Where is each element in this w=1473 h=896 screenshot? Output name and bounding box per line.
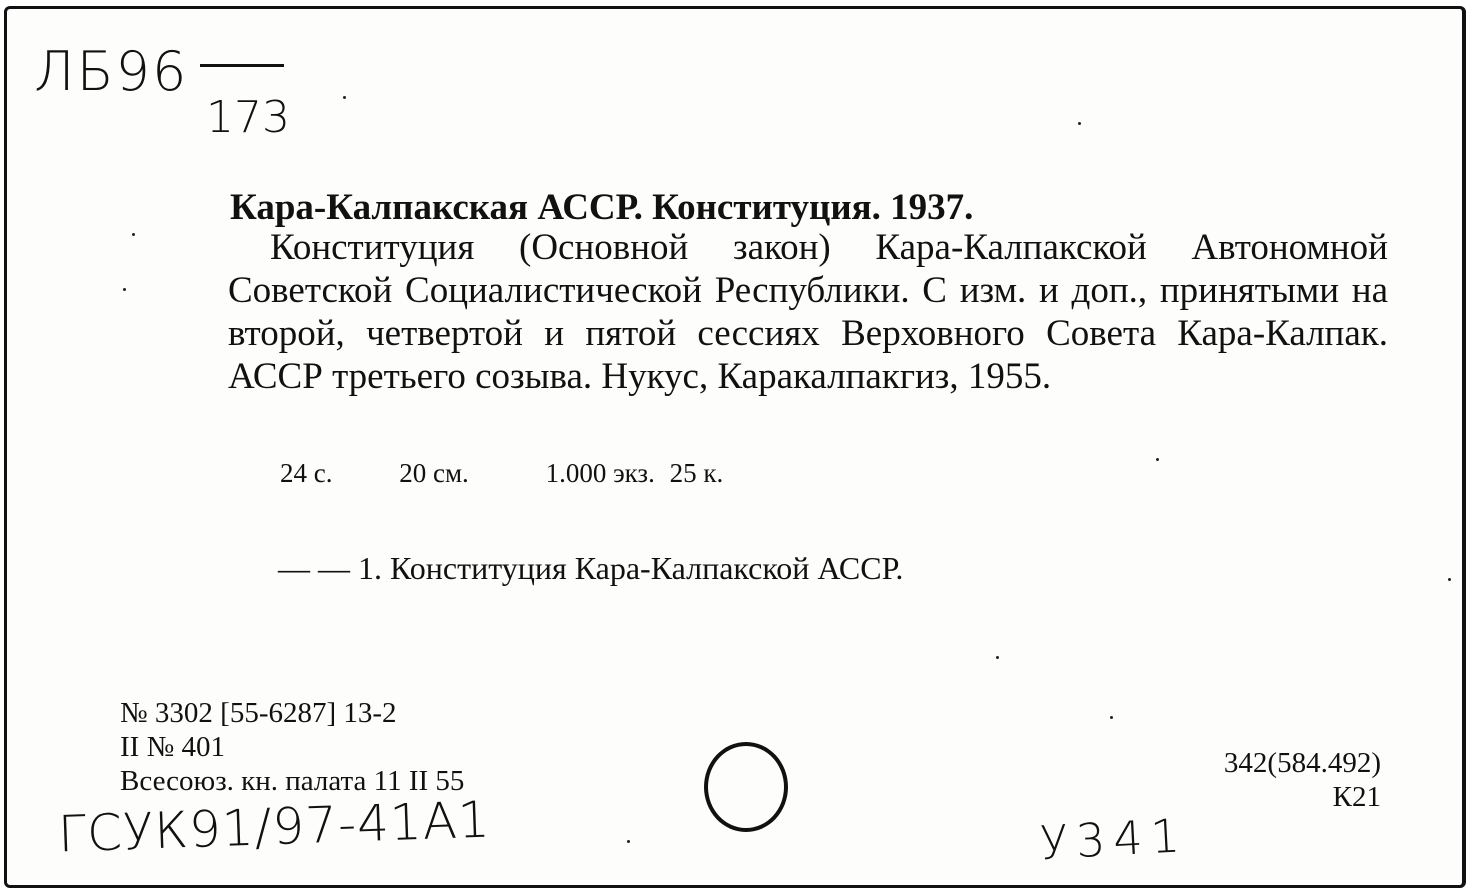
print-run: 1.000 экз. xyxy=(545,458,655,488)
book-size: 20 см. xyxy=(399,458,469,488)
scan-speck xyxy=(996,656,999,659)
classification-block xyxy=(1224,746,1381,814)
scan-speck xyxy=(1156,458,1159,461)
collation-line xyxy=(280,458,723,489)
price: 25 к. xyxy=(669,458,724,488)
page-count: 24 с. xyxy=(280,458,333,488)
scan-speck xyxy=(343,96,346,99)
scan-speck xyxy=(123,288,126,291)
scan-speck xyxy=(627,840,630,843)
registration-line-2: II № 401 xyxy=(120,731,225,763)
registration-line-3: Всесоюз. кн. палата 11 II 55 xyxy=(120,765,465,797)
handwritten-number: У341 xyxy=(1038,808,1190,870)
author-mark: К21 xyxy=(1332,781,1381,813)
registration-line-1: № 3302 [55-6287] 13-2 xyxy=(120,697,397,729)
subject-tracing: — — 1. Конституция Кара-Калпакской АССР. xyxy=(278,550,904,586)
registration-block xyxy=(120,696,464,798)
handwritten-inventory-code: ГСУК91/97-41А1 xyxy=(57,790,492,864)
punched-hole-circle xyxy=(704,742,788,832)
scan-speck xyxy=(1078,122,1081,125)
scan-speck xyxy=(1448,578,1451,581)
handwritten-shelf-code: ЛБ96 xyxy=(34,40,189,103)
classification-code: 342(584.492) xyxy=(1223,747,1381,779)
scan-speck xyxy=(132,233,135,236)
handwritten-shelf-subcode: 173 xyxy=(206,92,290,143)
fraction-line xyxy=(200,64,284,67)
card-description: Конституция (Основной закон) Кара-Калпакской Автономной Советской Социалистической Республики. С изм. и доп., принятыми на второй, четвертой и пятой сессиях Верховного Совета Кара-Калпак. АССР третьего созыва. Нукус, Каракалпакгиз, 1955. xyxy=(228,227,1388,397)
scan-speck xyxy=(1110,716,1113,719)
card-heading: Кара-Калпакская АССР. Конституция. 1937. xyxy=(230,187,974,228)
